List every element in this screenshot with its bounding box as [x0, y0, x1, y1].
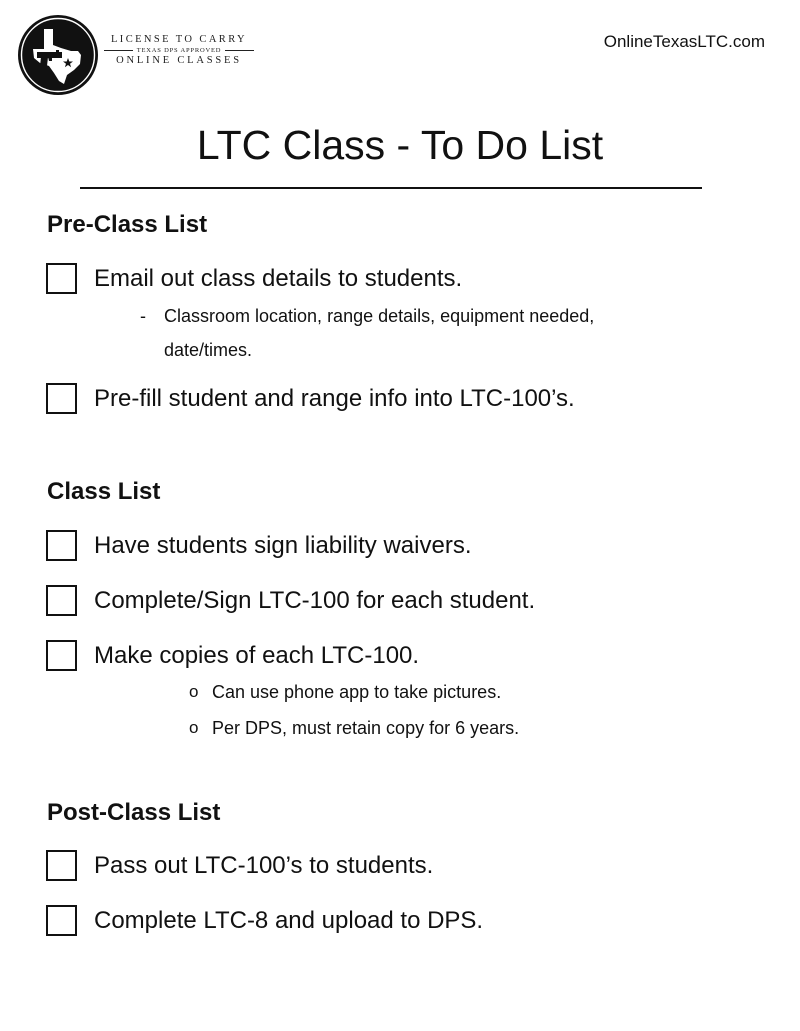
- todo-item-prefill-ltc100[interactable]: [46, 383, 575, 414]
- subitem-text: Can use phone app to take pictures.: [212, 682, 502, 702]
- todo-label: Have students sign liability waivers.: [94, 531, 472, 559]
- subitem-retain-copy: [189, 718, 519, 739]
- todo-item-email-details[interactable]: [46, 263, 462, 294]
- checkbox[interactable]: [46, 383, 77, 414]
- section-heading-class: Class List: [47, 478, 161, 505]
- todo-label: Complete LTC-8 and upload to DPS.: [94, 906, 484, 934]
- todo-label: Email out class details to students.: [94, 264, 463, 292]
- todo-label: Pre-fill student and range info into LTC-100’s.: [94, 384, 575, 412]
- logo-wordmark: [104, 34, 254, 66]
- checkbox[interactable]: [46, 640, 77, 671]
- texas-ltc-logo: [17, 14, 99, 96]
- todo-item-make-copies[interactable]: [46, 640, 419, 671]
- todo-item-complete-ltc100[interactable]: [46, 585, 535, 616]
- circle-bullet: o: [189, 682, 199, 701]
- title-divider: [80, 187, 702, 189]
- dash-bullet: -: [140, 306, 146, 326]
- logo-rule-left: [104, 50, 133, 51]
- circle-bullet: o: [189, 718, 199, 737]
- todo-label: Pass out LTC-100’s to students.: [94, 851, 434, 879]
- todo-label: Make copies of each LTC-100.: [94, 641, 420, 669]
- subitem-text-line2: date/times.: [164, 340, 253, 360]
- logo-line-license: LICENSE TO CARRY: [110, 34, 248, 45]
- checkbox[interactable]: [46, 850, 77, 881]
- todo-item-pass-out-ltc100[interactable]: [46, 850, 433, 881]
- subitem-text: [164, 306, 594, 361]
- section-heading-post-class: Post-Class List: [47, 799, 221, 826]
- page-title: LTC Class - To Do List: [196, 122, 604, 168]
- subitem-text-line1: Classroom location, range details, equipment needed,: [164, 306, 595, 326]
- logo-rule-right: [225, 50, 254, 51]
- logo-line-online: ONLINE CLASSES: [116, 55, 242, 66]
- checkbox[interactable]: [46, 530, 77, 561]
- subitem-phone-app: [189, 682, 501, 703]
- checkbox[interactable]: [46, 905, 77, 936]
- todo-item-sign-waivers[interactable]: [46, 530, 472, 561]
- website-url: OnlineTexasLTC.com: [603, 32, 765, 51]
- section-heading-pre-class: Pre-Class List: [47, 211, 208, 238]
- subitem-classroom-details: [140, 306, 594, 361]
- checkbox[interactable]: [46, 585, 77, 616]
- checkbox[interactable]: [46, 263, 77, 294]
- logo-line-approved: TEXAS DPS APPROVED: [136, 47, 222, 54]
- todo-item-upload-ltc8[interactable]: [46, 905, 483, 936]
- subitem-text: Per DPS, must retain copy for 6 years.: [212, 718, 520, 738]
- todo-label: Complete/Sign LTC-100 for each student.: [94, 586, 536, 614]
